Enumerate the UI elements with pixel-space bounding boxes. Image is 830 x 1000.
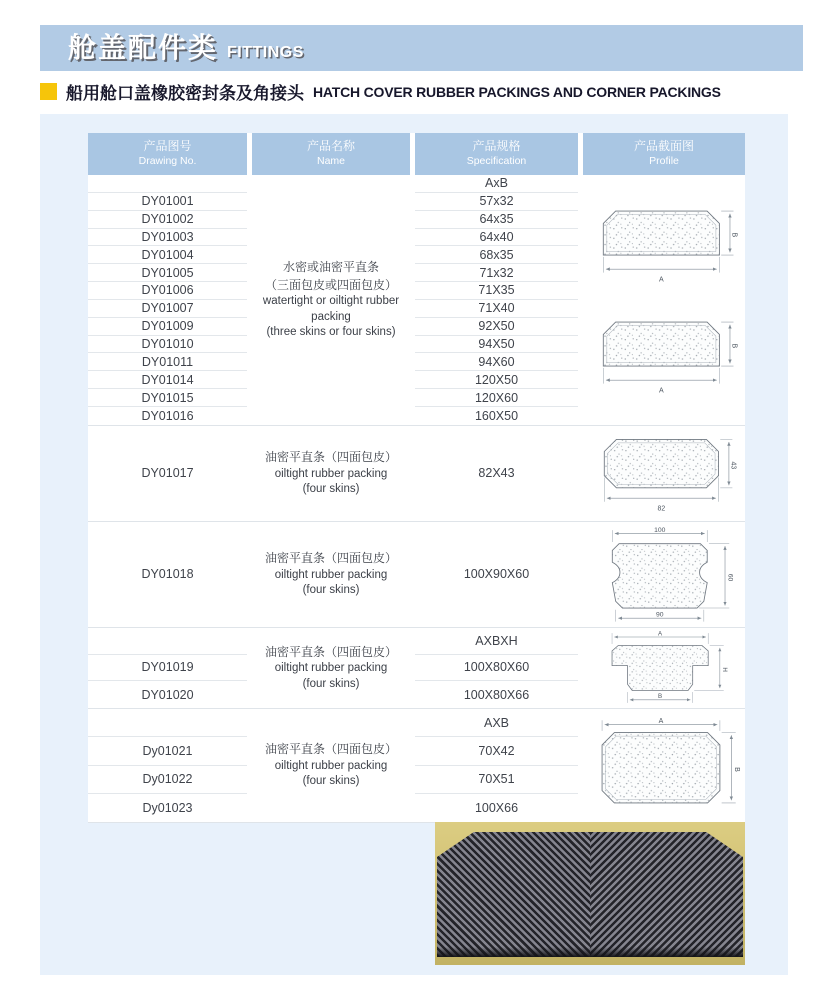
drawing-no-cell: DY01015 [88, 389, 247, 407]
dim-height-label: 60 [726, 573, 734, 581]
spec-cell: 100X66 [474, 800, 519, 815]
drawing-no-cell: DY01018 [141, 567, 194, 581]
spec-cell: 94X50 [415, 336, 578, 354]
spec-cell: 92X50 [415, 318, 578, 336]
spec-cell: AXBXH [415, 628, 578, 655]
table-group-oiltight-100x90x60 [88, 522, 745, 628]
product-name-line: (three skins or four skins) [266, 326, 396, 339]
product-name-cell [252, 522, 410, 627]
spec-cell: 70X42 [415, 737, 578, 765]
product-name-line: packing [311, 310, 351, 323]
drawing-no-cell: DY01002 [88, 211, 247, 229]
mat-right-ribs [590, 832, 743, 957]
drawing-no-column [88, 426, 247, 521]
drawing-no-cell: Dy01021 [88, 737, 247, 765]
profile-drawing-chamfered-rect [589, 308, 739, 403]
column-header-name [252, 133, 410, 175]
drawing-no-cell: DY01005 [88, 264, 247, 282]
column-header-cn: 产品截面图 [633, 139, 694, 154]
dim-width-label: A [659, 387, 664, 395]
profile-drawing-octagon [589, 429, 739, 519]
spec-cell: 71X40 [415, 300, 578, 318]
product-name-line: 水密或油密平直条 [282, 260, 379, 275]
profile-drawing-chamfered-rect [589, 197, 739, 292]
product-name-line: 油密平直条（四面包皮） [264, 644, 397, 659]
dim-height-label: B [732, 766, 740, 772]
column-header-cn: 产品名称 [306, 139, 355, 154]
product-name-line: （三面包皮或四面包皮） [264, 277, 397, 292]
herringbone-mat [437, 832, 743, 957]
product-name-cell [252, 709, 410, 822]
name-column [252, 426, 410, 521]
dim-bottom-label: B [658, 693, 663, 701]
product-name-cell [252, 175, 410, 425]
drawing-no-cell: DY01014 [88, 371, 247, 389]
product-name-line: watertight or oiltight rubber [262, 295, 400, 308]
table-group-oiltight-82x43 [88, 426, 745, 522]
product-name-line: (four skins) [302, 584, 360, 597]
profile-drawing-notched-block [589, 525, 739, 625]
drawing-no-cell: DY01019 [88, 655, 247, 682]
spec-cell: 120X60 [415, 389, 578, 407]
dim-height-label: B [730, 232, 738, 238]
drawing-no-cell [88, 175, 247, 193]
section-subtitle [40, 79, 721, 104]
spec-cell: 64x40 [415, 229, 578, 247]
spec-cell: AXB [415, 709, 578, 737]
product-name-line: 油密平直条（四面包皮） [264, 450, 397, 465]
product-name-line: (four skins) [302, 483, 360, 496]
table-header-row [88, 133, 745, 175]
bullet-square-icon [40, 83, 57, 100]
page-title-banner [40, 25, 803, 71]
product-name-line: 油密平直条（四面包皮） [264, 551, 397, 566]
product-name-line: oiltight rubber packing [274, 467, 388, 480]
spec-cell: 94X60 [415, 353, 578, 371]
product-name-line: oiltight rubber packing [274, 759, 388, 772]
name-column [252, 522, 410, 627]
spec-cell: 71X35 [415, 282, 578, 300]
spec-cell: 100X80X60 [415, 655, 578, 682]
profile-column [583, 628, 745, 708]
dim-width-label: 82 [657, 504, 666, 512]
name-column [252, 709, 410, 822]
dim-bottom-label: 90 [655, 611, 664, 619]
profile-column [583, 709, 745, 822]
drawing-no-cell [88, 709, 247, 737]
product-name-cell [252, 426, 410, 521]
dim-width-label: A [658, 717, 663, 725]
product-name-cell [252, 628, 410, 708]
dim-top-label: A [658, 630, 663, 638]
product-name-line: (four skins) [302, 677, 360, 690]
name-column [252, 628, 410, 708]
name-column [252, 175, 410, 425]
column-header-en: Specification [466, 154, 527, 167]
product-name-line: (four skins) [302, 775, 360, 788]
drawing-no-column [88, 522, 247, 627]
profile-drawing-large-octagon [588, 716, 741, 816]
spec-cell: 120X50 [415, 371, 578, 389]
drawing-no-cell: DY01016 [141, 408, 194, 423]
spec-cell: 100X90X60 [463, 567, 530, 581]
table-group-oiltight-axbxh [88, 628, 745, 709]
drawing-no-column [88, 175, 247, 425]
profile-column [583, 175, 745, 425]
dim-width-label: A [659, 276, 664, 284]
drawing-no-cell: Dy01023 [142, 800, 193, 815]
drawing-no-cell: DY01003 [88, 229, 247, 247]
spec-column [415, 522, 578, 627]
spec-column [415, 175, 578, 425]
drawing-no-cell: DY01007 [88, 300, 247, 318]
drawing-no-cell: DY01010 [88, 336, 247, 354]
column-header-profile [583, 133, 745, 175]
dim-height-label: 43 [729, 461, 737, 469]
subtitle-en: HATCH COVER RUBBER PACKINGS AND CORNER PACKINGS [313, 83, 721, 100]
spec-cell: 57x32 [415, 193, 578, 211]
dim-top-label: 100 [654, 526, 666, 534]
product-name-line: oiltight rubber packing [274, 662, 388, 675]
column-header-cn: 产品规格 [472, 139, 521, 154]
rubber-packing-photo [435, 822, 745, 965]
spec-cell: 71x32 [415, 264, 578, 282]
dim-height-label: B [730, 343, 738, 349]
column-header-en: Profile [649, 154, 679, 167]
column-header-drawing-no [88, 133, 247, 175]
table-group-oiltight-axb [88, 709, 745, 823]
spec-cell: 64x35 [415, 211, 578, 229]
drawing-no-cell [88, 628, 247, 655]
subtitle-cn: 船用舱口盖橡胶密封条及角接头 [66, 84, 304, 103]
profile-drawing-hat-section [589, 630, 739, 706]
drawing-no-cell: DY01011 [88, 353, 247, 371]
spec-column [415, 709, 578, 822]
drawing-no-cell: DY01006 [88, 282, 247, 300]
product-name-line: 油密平直条（四面包皮） [264, 742, 397, 757]
drawing-no-cell: DY01009 [88, 318, 247, 336]
spec-cell: 82X43 [478, 466, 515, 480]
content-panel [40, 114, 788, 975]
drawing-no-column [88, 709, 247, 822]
drawing-no-cell: Dy01022 [88, 766, 247, 794]
profile-column [583, 522, 745, 627]
spec-column [415, 628, 578, 708]
drawing-no-cell: DY01004 [88, 246, 247, 264]
drawing-no-cell: DY01017 [141, 466, 194, 480]
page-title: 舱盖配件类 [68, 32, 219, 63]
drawing-no-cell: DY01020 [141, 687, 194, 702]
column-header-cn: 产品图号 [143, 139, 192, 154]
product-name-line: oiltight rubber packing [274, 568, 388, 581]
spec-column [415, 426, 578, 521]
page-title-en: FITTINGS [227, 44, 304, 61]
spec-cell: 68x35 [415, 246, 578, 264]
column-header-en: Name [316, 154, 345, 167]
table-group-watertight-packing [88, 175, 745, 426]
mat-left-ribs [437, 832, 590, 957]
drawing-no-column [88, 628, 247, 708]
column-header-en: Drawing No. [138, 154, 197, 167]
spec-cell: AxB [415, 175, 578, 193]
drawing-no-cell: DY01001 [88, 193, 247, 211]
profile-column [583, 426, 745, 521]
column-header-specification [415, 133, 578, 175]
spec-cell: 160X50 [474, 408, 519, 423]
spec-cell: 70X51 [415, 766, 578, 794]
dim-height-label: H [720, 667, 728, 672]
spec-cell: 100X80X66 [463, 687, 530, 702]
products-table [88, 133, 745, 823]
